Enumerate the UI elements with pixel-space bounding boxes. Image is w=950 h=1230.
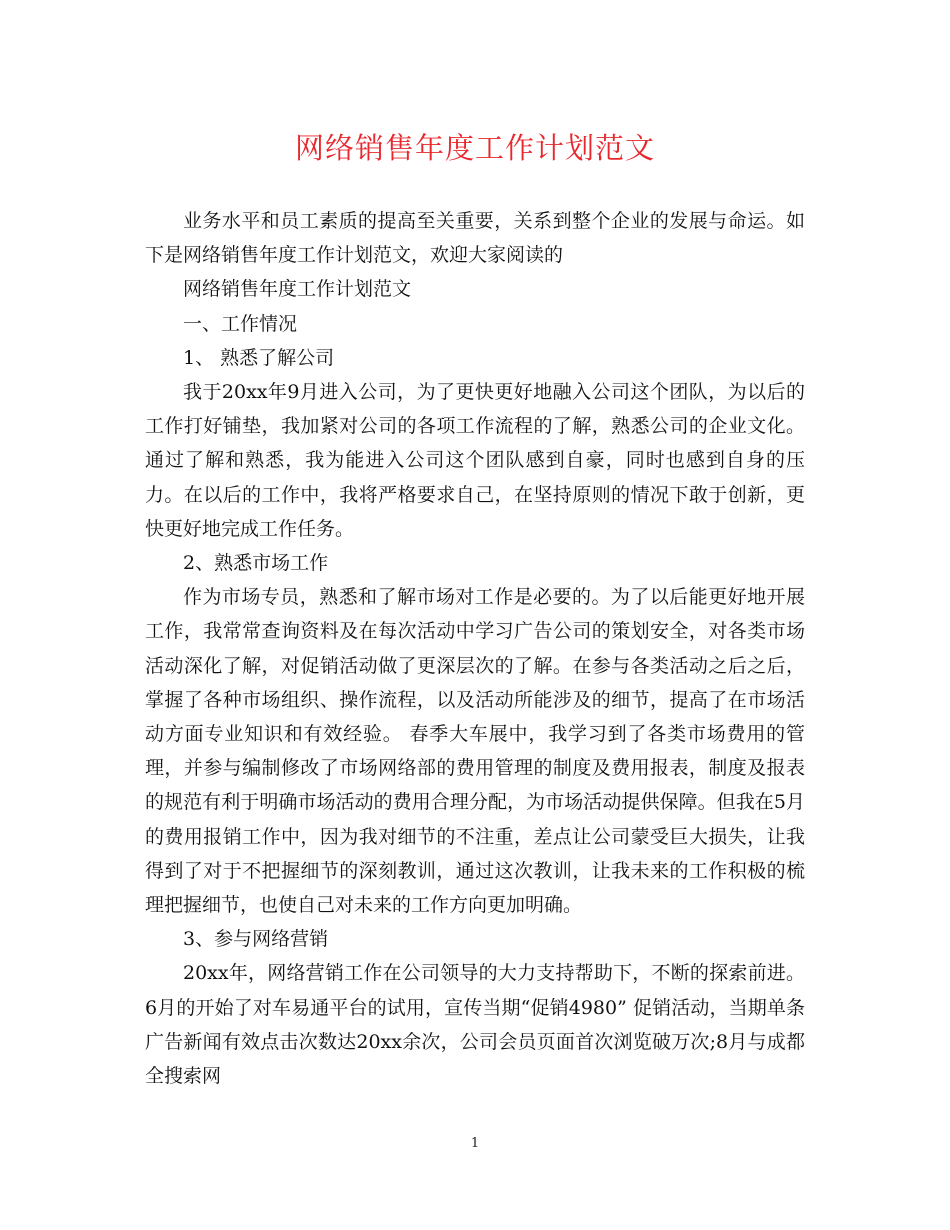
- document-body: [145, 204, 805, 1093]
- item-1-paragraph: 我于20xx年9月进入公司，为了更快更好地融入公司这个团队，为以后的工作打好铺垫，我加紧对公司的各项工作流程的了解，熟悉公司的企业文化。通过了解和熟悉，我为能进入公司这个团队感到自豪，同时也感到自身的压力。在以后的工作中，我将严格要求自己，在坚持原则的情况下敢于创新，更快更好地完成工作任务。: [145, 381, 805, 540]
- document-title: 网络销售年度工作计划范文: [294, 131, 655, 165]
- section-heading-work-situation: 一、工作情况: [183, 312, 298, 335]
- item-heading-2: 2、熟悉市场工作: [183, 552, 329, 575]
- intro-paragraph: 业务水平和员工素质的提高至关重要，关系到整个企业的发展与命运。如下是网络销售年度工作计划范文，欢迎大家阅读的: [145, 210, 805, 267]
- item-2-paragraph: 作为市场专员，熟悉和了解市场对工作是必要的。为了以后能更好地开展工作，我常常查询资料及在每次活动中学习广告公司的策划安全，对各类市场活动深化了解，对促销活动做了更深层次的了解。在参与各类活动之后之后，掌握了各种市场组织、操作流程，以及活动所能涉及的细节，提高了在市场活动方面专业知识和有效经验。 春季大车展中，我学习到了各类市场费用的管理，并参与编制修改了市场网络部的费用管理的制度及费用报表，制度及报表的规范有利于明确市场活动的费用合理分配，为市场活动提供保障。但我在5月的费用报销工作中，因为我对细节的不注重，差点让公司蒙受巨大损失，让我得到了对于不把握细节的深刻教训，通过这次教训，让我未来的工作积极的梳理把握细节，也使自己对未来的工作方向更加明确。: [145, 586, 805, 917]
- page-number: 1: [470, 1136, 480, 1151]
- item-heading-1: 1、 熟悉了解公司: [183, 346, 335, 369]
- subtitle-paragraph: 网络销售年度工作计划范文: [183, 278, 412, 301]
- item-3-paragraph: 20xx年，网络营销工作在公司领导的大力支持帮助下，不断的探索前进。6月的开始了对车易通平台的试用，宣传当期“促销4980” 促销活动，当期单条广告新闻有效点击次数达20xx余次，公司会员页面首次浏览破万次;8月与成都全搜索网: [145, 962, 805, 1088]
- item-heading-3: 3、参与网络营销: [183, 928, 329, 951]
